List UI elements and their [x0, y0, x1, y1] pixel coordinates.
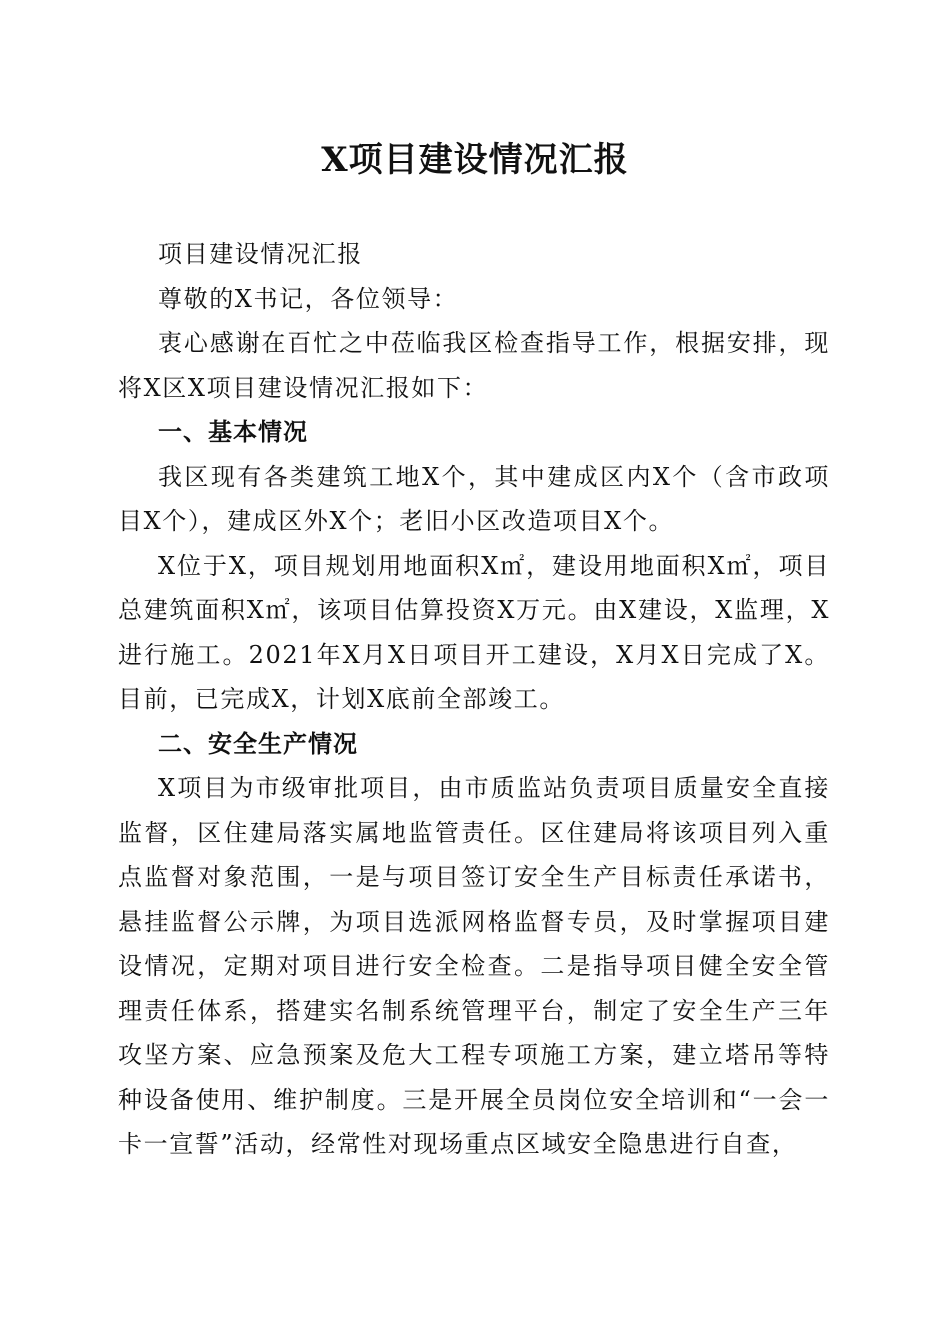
paragraph-safety: X项目为市级审批项目，由市质监站负责项目质量安全直接监督，区住建局落实属地监管责任。区住建局将该项目列入重点监督对象范围，一是与项目签订安全生产目标责任承诺书，悬挂监督公示牌，为项目选派网格监督专员，及时掌握项目建设情况，定期对项目进行安全检查。二是指导项目健全安全管理责任体系，搭建实名制系统管理平台，制定了安全生产三年攻坚方案、应急预案及危大工程专项施工方案，建立塔吊等特种设备使用、维护制度。三是开展全员岗位安全培训和“一会一卡一宣誓”活动，经常性对现场重点区域安全隐患进行自查， — [118, 774, 830, 1158]
paragraph-salutation: 尊敬的X书记，各位领导： — [158, 284, 459, 313]
document-title: X项目建设情况汇报 — [321, 140, 629, 180]
paragraph-subject: 项目建设情况汇报 — [158, 240, 363, 268]
document-body — [118, 232, 830, 1167]
section-heading-safety: 二、安全生产情况 — [158, 729, 358, 758]
paragraph-project-details: X位于X，项目规划用地面积X㎡，建设用地面积X㎡，项目总建筑面积X㎡，该项目估算投资X万元。由X建设，X监理，X进行施工。2021年X月X日项目开工建设，X月X日完成了X。目前，已完成X，计划X底前全部竣工。 — [118, 551, 830, 713]
section-heading-basic: 一、基本情况 — [158, 418, 308, 446]
paragraph-intro: 衷心感谢在百忙之中莅临我区检查指导工作，根据安排，现将X区X项目建设情况汇报如下： — [118, 329, 830, 402]
paragraph-sites: 我区现有各类建筑工地X个，其中建成区内X个（含市政项目X个），建成区外X个；老旧小区改造项目X个。 — [118, 462, 830, 535]
